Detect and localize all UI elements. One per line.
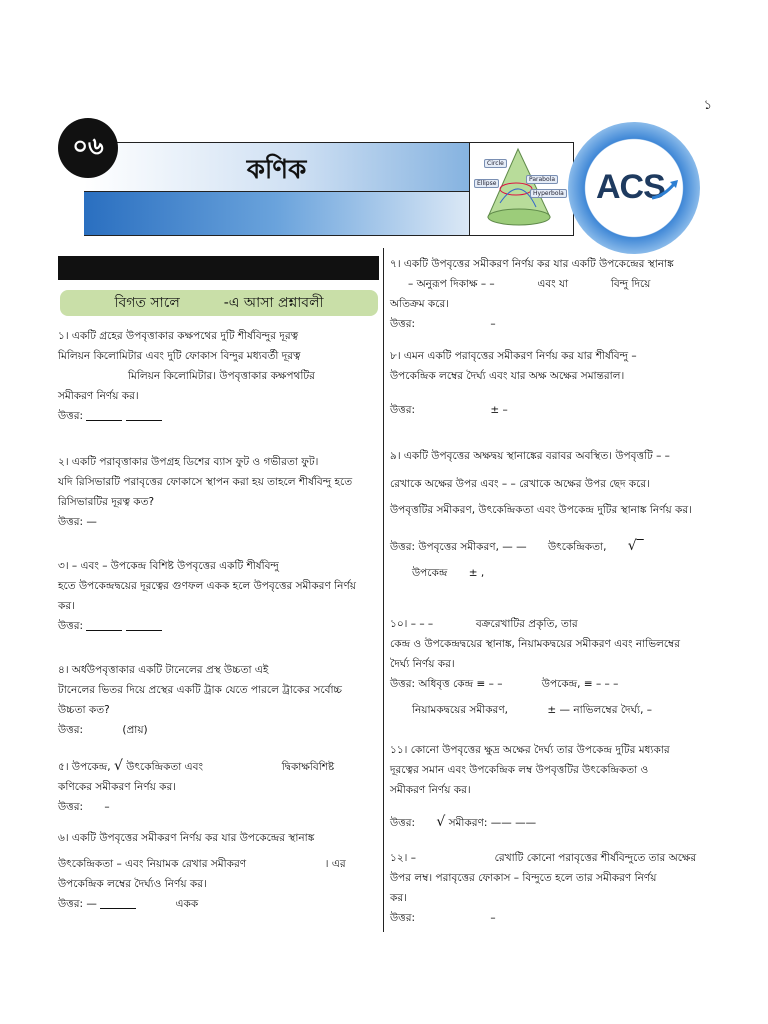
q7-line-3: অতিক্রম করে।: [390, 298, 450, 310]
chapter-banner: [84, 142, 574, 236]
question-2: [58, 452, 380, 532]
q7-answer: উত্তর: –: [390, 318, 496, 330]
q2-line-3: রিসিভারটির দূরত্ব কত?: [58, 496, 155, 508]
q9-line-2: রেখাকে অক্ষের উপর এবং – – রেখাকে অক্ষের উপর ছেদ করে।: [390, 478, 650, 490]
q11-answer: উত্তর: √ সমীকরণ: —— ——: [390, 814, 537, 830]
question-1: [58, 326, 380, 426]
q7-line-2: – অনুরূপ দিকাক্ষ – – এবং যা বিন্দু দিয়ে: [408, 278, 651, 290]
q9-line-3: উপবৃত্তটির সমীকরণ, উৎকেন্দ্রিকতা এবং উপকেন্দ্র দুটির স্থানাঙ্ক নির্ণয় কর।: [390, 504, 692, 516]
q6-line-2: উৎকেন্দ্রিকতা – এবং নিয়ামক রেখার সমীকরণ । এর: [58, 858, 346, 870]
sqrt-icon: √: [113, 758, 123, 774]
q4-line-2: টানেলের ভিতর দিয়ে প্রস্থের একটি ট্রাক যেতে পারলে ট্রাকের সর্বোচ্চ: [58, 684, 342, 696]
question-11: [390, 740, 712, 833]
q10-line-1: ১০। – – – বক্ররেখাটির প্রকৃতি, তার: [390, 618, 578, 630]
chapter-title: কণিক: [246, 155, 307, 185]
cone-label-circle: Circle: [484, 159, 507, 168]
q12-line-3: কর।: [390, 892, 407, 904]
q8-line-1: ৮। এমন একটি পরাবৃত্তের সমীকরণ নির্ণয় কর যার শীর্ষবিন্দু –: [390, 350, 637, 362]
sqrt-icon: √‾: [627, 538, 644, 554]
q3-line-2: হতে উপকেন্দ্রদ্বয়ের দূরত্বের গুণফল একক হলে উপবৃত্তের সমীকরণ নির্ণয়: [58, 580, 356, 592]
q10-line-3: দৈর্ঘ্য নির্ণয় কর।: [390, 658, 455, 670]
q2-line-1: ২। একটি পরাবৃত্তাকার উপগ্রহ ডিশের ব্যাস ফুট ও গভীরতা ফুট।: [58, 456, 319, 468]
section-header-right: -এ আসা প্রশ্নাবলী: [223, 295, 324, 311]
q10-answer-1: উত্তর: অধিবৃত্ত কেন্দ্র ≡ – – উপকেন্দ্র, ≡ – – –: [390, 678, 619, 690]
q3-line-1: ৩। – এবং – উপকেন্দ্র বিশিষ্ট উপবৃত্তের একটি শীর্ষবিন্দু: [58, 560, 279, 572]
q5-line-1: ৫। উপকেন্দ্র, √ উৎকেন্দ্রিকতা এবং দ্বিকাক্ষবিশিষ্ট: [58, 758, 335, 774]
question-5: [58, 756, 380, 817]
logo-arrow-icon: [650, 178, 680, 202]
question-8: [390, 346, 712, 420]
q4-line-1: ৪। অর্ধউপবৃত্তাকার একটি টানেলের প্রস্থ উচ্চতা এই: [58, 664, 269, 676]
q12-line-1: ১২। – রেখাটি কোনো পরাবৃত্তের শীর্ষবিন্দুতে তার অক্ষের: [390, 852, 697, 864]
sqrt-icon: √: [436, 814, 446, 830]
q7-line-1: ৭। একটি উপবৃত্তের সমীকরণ নির্ণয় কর যার একটি উপকেন্দ্রের স্থানাঙ্ক: [390, 258, 674, 270]
column-divider: [383, 248, 384, 932]
q2-answer: উত্তর: —: [58, 516, 97, 528]
q1-line-3: মিলিয়ন কিলোমিটার। উপবৃত্তাকার কক্ষপথটির: [128, 370, 315, 382]
q10-line-2: কেন্দ্র ও উপকেন্দ্রদ্বয়ের স্থানাঙ্ক, নিয়ামকদ্বয়ের সমীকরণ এবং নাভিলম্বের: [390, 638, 681, 650]
chapter-number-badge: ০৬: [58, 118, 118, 178]
q9-answer-1: উত্তর: উপবৃত্তের সমীকরণ, — — উৎকেন্দ্রিকতা, √‾: [390, 538, 644, 554]
q1-line-2: মিলিয়ন কিলোমিটার এবং দুটি ফোকাস বিন্দুর মধ্যবর্তী দূরত্ব: [58, 350, 301, 362]
q2-line-2: যদি রিসিভারটি পরাবৃত্তের ফোকাসে স্থাপন করা হয় তাহলে শীর্ষবিন্দু হতে: [58, 476, 353, 488]
q11-line-1: ১১। কোনো উপবৃত্তের ক্ষুদ্র অক্ষের দৈর্ঘ্য তার উপকেন্দ্র দুটির মধ্যকার: [390, 744, 670, 756]
acs-logo: ACS: [596, 168, 665, 206]
cone-label-ellipse: Ellipse: [474, 179, 499, 188]
q5-line-2: কণিকের সমীকরণ নির্ণয় কর।: [58, 781, 176, 793]
q4-answer: উত্তর: (প্রায়): [58, 724, 148, 736]
black-bar: [58, 256, 379, 280]
cone-label-parabola: Parabola: [526, 175, 558, 184]
q4-line-3: উচ্চতা কত?: [58, 704, 110, 716]
question-7: [390, 254, 712, 334]
q9-line-1: ৯। একটি উপবৃত্তের অক্ষদ্বয় স্থানাঙ্কের বরাবর অবস্থিত। উপবৃত্তটি – –: [390, 450, 670, 462]
q12-answer: উত্তর: –: [390, 912, 496, 924]
q10-answer-2: নিয়ামকদ্বয়ের সমীকরণ, ± — নাভিলম্বের দৈর্ঘ্য, –: [412, 704, 653, 716]
conic-cone-illustration: [469, 143, 572, 235]
banner-bottom-band: [84, 192, 469, 235]
q6-line-1: ৬। একটি উপবৃত্তের সমীকরণ নির্ণয় কর যার উপকেন্দ্রের স্থানাঙ্ক: [58, 832, 315, 844]
q5-answer: উত্তর: –: [58, 801, 110, 813]
q8-line-2: উপকেন্দ্রিক লম্বের দৈর্ঘ্য এবং যার অক্ষ অক্ষের সমান্তরাল।: [390, 370, 625, 382]
question-9: [390, 446, 712, 583]
cone-icon: [470, 143, 570, 233]
question-10: [390, 614, 712, 720]
section-header-left: বিগত সালে: [114, 295, 180, 311]
question-6: [58, 828, 380, 914]
section-header: [60, 290, 378, 316]
q6-line-3: উপকেন্দ্রিক লম্বের দৈর্ঘ্যও নির্ণয় কর।: [58, 878, 207, 890]
cone-label-hyperbola: Hyperbola: [530, 189, 567, 198]
q1-line-4: সমীকরণ নির্ণয় কর।: [58, 390, 139, 402]
question-4: [58, 660, 380, 740]
q3-answer: উত্তর:: [58, 616, 380, 636]
q11-line-3: সমীকরণ নির্ণয় কর।: [390, 784, 471, 796]
page-number: ১: [703, 98, 712, 113]
q11-line-2: দূরত্বের সমান এবং উপকেন্দ্রিক লম্ব উপবৃত্তটির উৎকেন্দ্রিকতা ও: [390, 764, 649, 776]
question-12: [390, 848, 712, 928]
q1-line-1: ১। একটি গ্রহের উপবৃত্তাকার কক্ষপথের দুটি শীর্ষবিন্দুর দূরত্ব: [58, 330, 299, 342]
question-3: [58, 556, 380, 636]
q3-line-3: কর।: [58, 600, 75, 612]
q8-answer: উত্তর: ± –: [390, 404, 508, 416]
q1-answer: উত্তর:: [58, 406, 380, 426]
q9-answer-2: উপকেন্দ্র ± ,: [412, 567, 485, 579]
q6-answer: উত্তর: — একক: [58, 898, 199, 910]
q12-line-2: উপর লম্ব। পরাবৃত্তের ফোকাস – বিন্দুতে হলে তার সমীকরণ নির্ণয়: [390, 872, 657, 884]
